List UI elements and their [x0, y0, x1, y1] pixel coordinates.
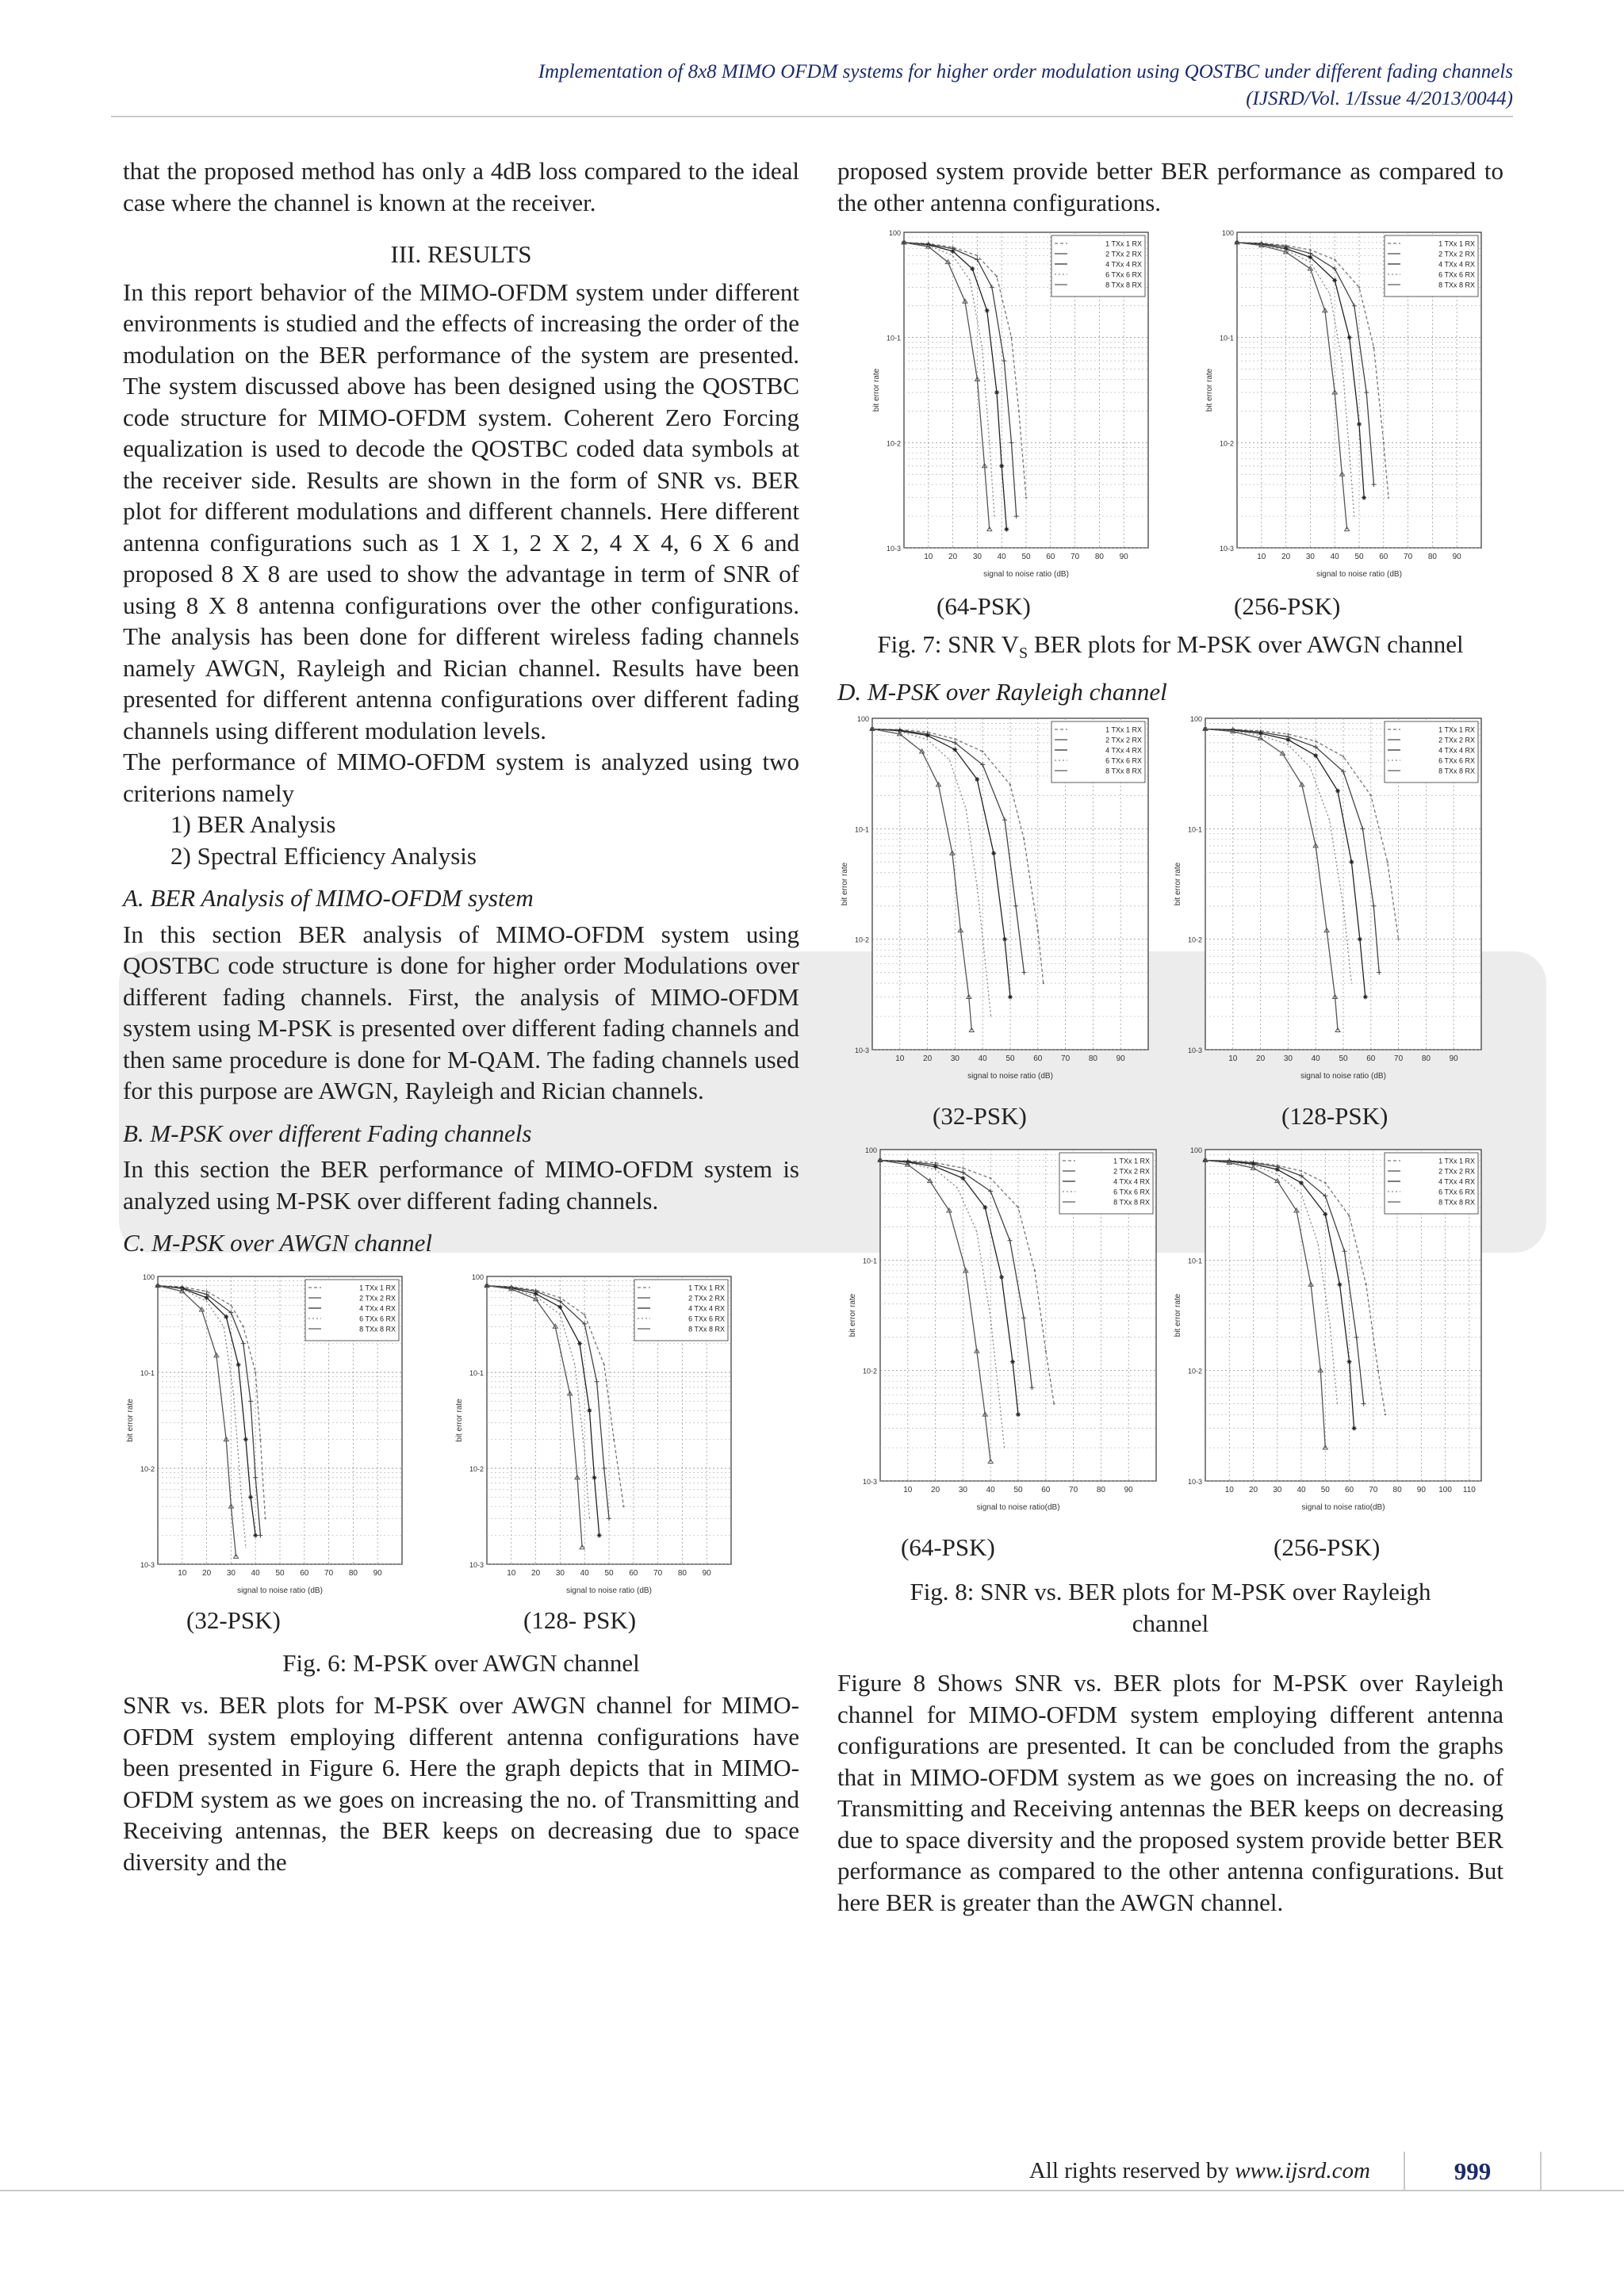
figure-8-top: [837, 712, 1503, 1100]
figure-8-caption: [837, 1576, 1503, 1639]
data-point: [1053, 1403, 1055, 1405]
x-tick-label: 70: [1404, 553, 1413, 561]
x-tick-label: 80: [1427, 553, 1437, 561]
y-tick-label: 10-1: [1187, 825, 1202, 834]
x-tick-label: 40: [251, 1568, 260, 1578]
legend-entry: 6 TXx 6 RX: [1438, 1188, 1475, 1196]
data-point: [1037, 930, 1039, 932]
x-tick-label: 30: [555, 1568, 565, 1578]
data-point: [952, 255, 953, 256]
data-point: [1334, 258, 1335, 260]
legend-entry: 1 TXx 1 RX: [1438, 725, 1475, 734]
y-tick-label: 10-2: [854, 936, 869, 944]
legend-entry: 4 TXx 4 RX: [1438, 260, 1475, 269]
y-axis-label: bit error rate: [872, 368, 881, 412]
data-point: [264, 1517, 266, 1519]
x-tick-label: 60: [1345, 1486, 1354, 1495]
data-point: [990, 1016, 991, 1017]
legend-entry: 8 TXx 8 RX: [1438, 1198, 1475, 1207]
x-tick-label: 40: [1311, 1054, 1320, 1064]
data-point: [1045, 1350, 1047, 1352]
subcaption: (64-PSK): [936, 592, 1031, 620]
section-title-results: III. RESULTS: [390, 240, 532, 268]
caption-text: Fig. 7: SNR V: [877, 630, 1020, 658]
x-tick-label: 10: [924, 553, 933, 561]
subsection-title-d: D. M-PSK over Rayleigh channel: [837, 677, 1167, 706]
data-point: [1009, 784, 1011, 786]
x-axis-label: signal to noise ratio (dB): [1300, 1072, 1386, 1081]
paragraph: that the proposed method has only a 4dB loss compared to the ideal case where the channel is known at the receiver.: [123, 157, 799, 216]
y-tick-label: 10-2: [862, 1367, 877, 1376]
legend-entry: 1 TXx 1 RX: [1438, 239, 1475, 248]
legend-entry: 6 TXx 6 RX: [359, 1314, 396, 1322]
legend-entry: 1 TXx 1 RX: [1438, 1157, 1475, 1165]
x-tick-label: 60: [1041, 1486, 1051, 1495]
legend-entry: 6 TXx 6 RX: [1105, 756, 1142, 765]
left-column: [123, 155, 799, 1877]
x-axis-label: signal to noise ratio (dB): [1316, 570, 1402, 579]
footer-rights: [1029, 2158, 1370, 2184]
chart-fig7-256psk: [1202, 226, 1488, 583]
x-tick-label: 60: [629, 1568, 638, 1578]
data-point: [935, 1169, 936, 1170]
x-tick-label: 20: [1248, 1486, 1258, 1495]
header-title: Implementation of 8x8 MIMO OFDM systems for higher order modulation using QOSTBC under different fading channels: [538, 61, 1513, 82]
x-tick-label: 10: [903, 1486, 913, 1495]
data-point: [589, 1517, 590, 1518]
x-tick-label: 50: [604, 1568, 614, 1578]
y-axis-label: bit error rate: [848, 1293, 857, 1337]
legend-entry: 1 TXx 1 RX: [1105, 239, 1142, 248]
footer-site-link[interactable]: www.ijsrd.com: [1235, 2158, 1370, 2183]
legend-entry: 8 TXx 8 RX: [1105, 281, 1142, 289]
legend-entry: 6 TXx 6 RX: [1113, 1188, 1150, 1196]
data-point: [962, 1167, 963, 1169]
data-point: [976, 254, 978, 256]
data-point: [985, 963, 986, 964]
x-tick-label: 80: [1094, 553, 1104, 561]
chart-svg: [1202, 226, 1488, 583]
y-axis-label: bit error rate: [455, 1398, 464, 1442]
x-tick-label: 90: [702, 1568, 711, 1578]
x-axis-label: signal to noise ratio (dB): [983, 570, 1069, 579]
legend-entry: 8 TXx 8 RX: [688, 1325, 725, 1333]
y-tick-label: 10-3: [469, 1560, 484, 1569]
caption-line: channel: [1132, 1609, 1209, 1637]
caption-text: BER plots for M-PSK over AWGN channel: [1028, 630, 1464, 658]
x-tick-label: 90: [1416, 1486, 1426, 1495]
y-tick-label: 10-2: [469, 1464, 484, 1473]
figure-8-bottom-subcaptions: [837, 1532, 1503, 1567]
legend-entry: 6 TXx 6 RX: [1438, 270, 1475, 279]
data-point: [1373, 346, 1374, 348]
x-tick-label: 30: [958, 1486, 967, 1495]
x-tick-label: 80: [1392, 1486, 1402, 1495]
legend-entry: 2 TXx 2 RX: [1438, 736, 1475, 744]
x-tick-label: 70: [1369, 1486, 1378, 1495]
x-tick-label: 20: [1281, 553, 1291, 561]
x-tick-label: 80: [1088, 1054, 1097, 1064]
data-point: [1300, 1193, 1301, 1194]
data-point: [1386, 861, 1388, 863]
x-tick-label: 10: [1228, 1054, 1238, 1064]
x-tick-label: 60: [1379, 553, 1388, 561]
data-point: [205, 1290, 207, 1292]
footer-divider: [0, 2190, 1624, 2191]
y-tick-label: 10-1: [886, 334, 901, 342]
page-number: 999: [1404, 2152, 1542, 2191]
y-tick-label: 100: [471, 1272, 484, 1281]
running-header: [538, 59, 1513, 113]
subcaption: (128-PSK): [1281, 1102, 1388, 1131]
figure-6: [123, 1264, 799, 1605]
x-tick-label: 20: [531, 1568, 541, 1578]
x-tick-label: 10: [1224, 1486, 1234, 1495]
legend-entry: 8 TXx 8 RX: [1438, 281, 1475, 289]
x-tick-label: 10: [178, 1568, 187, 1578]
legend-entry: 6 TXx 6 RX: [1438, 756, 1475, 765]
subcaption: (256-PSK): [1274, 1533, 1381, 1562]
chart-svg: [837, 712, 1155, 1085]
x-tick-label: 10: [507, 1568, 516, 1578]
legend-entry: 4 TXx 4 RX: [688, 1304, 725, 1312]
y-tick-label: 100: [1189, 1146, 1202, 1155]
y-tick-label: 10-3: [886, 545, 901, 553]
paragraph: SNR vs. BER plots for M-PSK over AWGN channel for MIMO-OFDM system employing different antenna configurations have been presented in Figure 6. Here the graph depicts that in MIMO-OFDM system as we goes on increasing the no. of Transmitting and Receiving antennas, the BER keeps on decreasing due to space diversity and the: [123, 1691, 799, 1876]
x-tick-label: 60: [1366, 1054, 1376, 1064]
subcaption: (256-PSK): [1234, 592, 1341, 620]
x-tick-label: 70: [1071, 553, 1080, 561]
x-tick-label: 30: [972, 553, 982, 561]
paragraph: In this report behavior of the MIMO-OFDM system under different environments is studied and the effects of increasing the order of the modulation on the BER performance of the system are presented. The system discussed above has been designed using the QOSTBC code structure for MIMO-OFDM system. Coherent Zero Forcing equalization is used to decode the QOSTBC coded data symbols at the receiver side. Results are shown in the form of SNR vs. BER plot for different modulations and different channels. Here different antenna configurations such as 1 X 1, 2 X 2, 4 X 4, 6 X 6 and proposed 8 X 8 are used to show the advantage in term of SNR of using 8 X 8 antenna configurations over the other configurations. The analysis has been done for different wireless fading channels namely AWGN, Rayleigh and Rician channel. Results have been presented for different antenna configurations over different fading channels using different modulation levels.: [123, 277, 799, 744]
header-volume: (IJSRD/Vol. 1/Issue 4/2013/0044): [1246, 87, 1513, 109]
data-point: [1023, 839, 1025, 840]
data-point: [1288, 744, 1289, 745]
x-tick-label: 30: [950, 1054, 959, 1064]
x-tick-label: 100: [1438, 1486, 1452, 1495]
x-tick-label: 10: [895, 1054, 905, 1064]
legend-entry: 6 TXx 6 RX: [1105, 270, 1142, 279]
chart-svg: [845, 1143, 1162, 1516]
x-tick-label: 90: [1119, 553, 1128, 561]
data-point: [970, 280, 971, 281]
data-point: [1388, 497, 1389, 499]
x-tick-label: 110: [1462, 1486, 1476, 1495]
x-axis-label: signal to noise ratio(dB): [976, 1503, 1060, 1513]
x-tick-label: 50: [1320, 1486, 1330, 1495]
data-point: [559, 1296, 561, 1298]
x-tick-label: 70: [324, 1568, 334, 1578]
y-tick-label: 10-1: [862, 1257, 877, 1265]
right-column: [837, 155, 1503, 1918]
chart-fig8-64psk: [845, 1143, 1162, 1516]
x-tick-label: 30: [1283, 1054, 1293, 1064]
data-point: [990, 1177, 991, 1179]
x-tick-label: 60: [1033, 1054, 1043, 1064]
x-tick-label: 20: [1256, 1054, 1266, 1064]
x-tick-label: 30: [226, 1568, 236, 1578]
data-point: [622, 1505, 624, 1506]
data-point: [1385, 1414, 1386, 1415]
subsection-title-a: A. BER Analysis of MIMO-OFDM system: [123, 884, 534, 912]
x-tick-label: 70: [1061, 1054, 1071, 1064]
chart-fig8-32psk: [837, 712, 1155, 1085]
data-point: [1370, 794, 1372, 796]
x-tick-label: 90: [1124, 1486, 1133, 1495]
data-point: [245, 1547, 246, 1548]
x-axis-label: signal to noise ratio (dB): [967, 1072, 1053, 1081]
data-point: [1342, 756, 1344, 757]
legend-entry: 2 TXx 2 RX: [1105, 250, 1142, 258]
y-axis-label: bit error rate: [1205, 368, 1214, 412]
x-tick-label: 60: [1046, 553, 1055, 561]
y-tick-label: 10-2: [886, 439, 901, 448]
subsection-title-b: B. M-PSK over different Fading channels: [123, 1119, 532, 1147]
x-tick-label: 90: [1116, 1054, 1125, 1064]
data-point: [255, 1371, 256, 1372]
y-tick-label: 10-3: [140, 1560, 155, 1569]
legend-entry: 1 TXx 1 RX: [1105, 725, 1142, 734]
x-tick-label: 40: [580, 1568, 589, 1578]
data-point: [1351, 983, 1352, 984]
chart-fig8-256psk: [1170, 1143, 1488, 1516]
data-point: [1318, 1244, 1319, 1245]
paragraph: In this section the BER performance of MIMO-OFDM system is analyzed using M-PSK over different fading channels.: [123, 1155, 799, 1215]
y-tick-label: 10-1: [854, 825, 869, 834]
x-tick-label: 80: [677, 1568, 687, 1578]
data-point: [1309, 249, 1311, 251]
subcaption: (128- PSK): [523, 1605, 637, 1634]
data-point: [1330, 1326, 1331, 1327]
data-point: [1018, 410, 1020, 411]
data-point: [259, 1438, 261, 1440]
figure-7-subcaptions: [837, 591, 1503, 626]
y-axis-label: bit error rate: [1174, 862, 1182, 906]
data-point: [584, 1313, 585, 1314]
data-point: [954, 738, 956, 740]
data-point: [1315, 740, 1316, 742]
y-tick-label: 10-2: [1219, 439, 1234, 448]
y-tick-label: 100: [142, 1272, 155, 1281]
x-tick-label: 50: [1021, 553, 1031, 561]
data-point: [977, 886, 978, 887]
data-point: [1010, 336, 1012, 338]
chart-fig6-32psk: [123, 1270, 408, 1599]
x-tick-label: 10: [1257, 553, 1266, 561]
chart-svg: [1170, 712, 1488, 1085]
data-point: [976, 1231, 977, 1232]
x-tick-label: 50: [1013, 1486, 1023, 1495]
data-point: [1034, 1270, 1036, 1272]
x-tick-label: 90: [1449, 1054, 1458, 1064]
x-tick-label: 80: [1096, 1486, 1105, 1495]
y-axis-label: bit error rate: [126, 1398, 135, 1442]
data-point: [1300, 1170, 1302, 1172]
y-tick-label: 10-3: [862, 1478, 877, 1487]
x-tick-label: 20: [931, 1486, 940, 1495]
legend-entry: 8 TXx 8 RX: [1105, 767, 1142, 775]
y-tick-label: 10-3: [854, 1047, 869, 1055]
x-axis-label: signal to noise ratio (dB): [566, 1586, 652, 1595]
legend-entry: 4 TXx 4 RX: [1438, 1177, 1475, 1186]
y-tick-label: 10-3: [1219, 545, 1234, 553]
figure-7: [837, 218, 1503, 591]
x-axis-label: signal to noise ratio (dB): [237, 1586, 323, 1595]
legend-entry: 2 TXx 2 RX: [1438, 250, 1475, 258]
data-point: [230, 1304, 232, 1306]
y-axis-label: bit error rate: [1174, 1293, 1182, 1337]
x-axis-label: signal to noise ratio(dB): [1301, 1503, 1385, 1513]
data-point: [996, 276, 998, 277]
paragraph: In this section BER analysis of MIMO-OFDM system using QOSTBC code structure is done for higher order Modulations over different fading channels. First, the analysis of MIMO-OFDM system using M-PSK is presented over different fading channels and then same procedure is done for M-QAM. The fading channels used for this purpose are AWGN, Rayleigh and Rician channels.: [123, 920, 799, 1104]
x-tick-label: 40: [978, 1054, 987, 1064]
legend-entry: 2 TXx 2 RX: [1113, 1167, 1150, 1176]
legend-entry: 2 TXx 2 RX: [359, 1294, 396, 1302]
x-tick-label: 20: [948, 553, 958, 561]
legend-entry: 1 TXx 1 RX: [688, 1284, 725, 1292]
x-tick-label: 50: [1005, 1054, 1015, 1064]
data-point: [1348, 1215, 1350, 1217]
y-tick-label: 10-2: [140, 1464, 155, 1473]
data-point: [1017, 1207, 1019, 1208]
data-point: [603, 1364, 605, 1365]
y-tick-label: 100: [888, 229, 901, 237]
chart-svg: [452, 1270, 737, 1599]
data-point: [1365, 1284, 1367, 1285]
figure-6-caption: Fig. 6: M-PSK over AWGN channel: [282, 1648, 640, 1677]
data-point: [243, 1326, 244, 1327]
data-point: [1337, 1403, 1338, 1404]
subcaption: (32-PSK): [933, 1102, 1027, 1131]
figure-8-top-subcaptions: [837, 1100, 1503, 1135]
y-tick-label: 10-2: [1187, 936, 1202, 944]
figure-7-caption: [837, 629, 1503, 670]
legend-entry: 4 TXx 4 RX: [1105, 260, 1142, 269]
data-point: [240, 1489, 241, 1490]
figure-8-bottom: [837, 1143, 1503, 1532]
y-tick-label: 10-2: [1187, 1367, 1202, 1376]
subcaption: (32-PSK): [186, 1605, 281, 1634]
x-tick-label: 70: [1394, 1054, 1404, 1064]
list-item: 2) Spectral Efficiency Analysis: [170, 841, 477, 870]
legend-entry: 8 TXx 8 RX: [359, 1325, 396, 1333]
x-tick-label: 60: [300, 1568, 309, 1578]
x-tick-label: 30: [1305, 553, 1315, 561]
data-point: [1358, 286, 1360, 288]
x-tick-label: 90: [373, 1568, 382, 1578]
data-point: [982, 751, 983, 752]
caption-line: Fig. 8: SNR vs. BER plots for M-PSK over Rayleigh: [910, 1578, 1431, 1606]
x-tick-label: 40: [1297, 1486, 1306, 1495]
y-tick-label: 100: [1189, 715, 1202, 724]
data-point: [1329, 293, 1330, 294]
data-point: [1329, 820, 1330, 821]
x-tick-label: 90: [1452, 553, 1461, 561]
chart-fig8-128psk: [1170, 712, 1488, 1085]
y-tick-label: 100: [856, 715, 869, 724]
x-tick-label: 20: [923, 1054, 933, 1064]
criteria-list: [123, 809, 799, 871]
x-tick-label: 20: [202, 1568, 212, 1578]
y-axis-label: bit error rate: [841, 862, 849, 906]
subsection-title-c: C. M-PSK over AWGN channel: [123, 1229, 433, 1257]
x-tick-label: 50: [1354, 553, 1364, 561]
legend-entry: 4 TXx 4 RX: [359, 1304, 396, 1312]
x-tick-label: 80: [348, 1568, 358, 1578]
footer-rights-text: All rights reserved by: [1028, 2158, 1235, 2183]
paragraph: The performance of MIMO-OFDM system is analyzed using two criterions namely: [123, 748, 799, 807]
data-point: [1342, 905, 1343, 906]
data-point: [584, 1451, 585, 1452]
x-tick-label: 40: [997, 553, 1006, 561]
legend-entry: 1 TXx 1 RX: [1113, 1157, 1150, 1165]
data-point: [989, 442, 990, 443]
x-tick-label: 70: [653, 1568, 663, 1578]
y-tick-label: 10-3: [1187, 1478, 1202, 1487]
legend-entry: 8 TXx 8 RX: [1113, 1198, 1150, 1207]
x-tick-label: 40: [1330, 553, 1339, 561]
data-point: [233, 1393, 234, 1394]
y-tick-label: 10-1: [1219, 334, 1234, 342]
data-point: [613, 1438, 615, 1440]
figure-6-subcaptions: [123, 1605, 799, 1640]
data-point: [1377, 1370, 1379, 1372]
legend-entry: 2 TXx 2 RX: [1105, 736, 1142, 744]
paragraph: Figure 8 Shows SNR vs. BER plots for M-PSK over Rayleigh channel for MIMO-OFDM system employing different antenna configurations are presented. It can be concluded from the graphs that in MIMO-OFDM system as we goes on increasing the no. of Transmitting and Receiving antennas the BER keeps on decreasing due to space diversity and the proposed system provide better BER performance as compared to the other antenna configurations. But here BER is greater than the AWGN channel.: [837, 1669, 1503, 1916]
chart-fig6-128psk: [452, 1270, 737, 1599]
y-tick-label: 100: [864, 1146, 877, 1155]
data-point: [1397, 939, 1399, 940]
chart-svg: [1170, 1143, 1488, 1516]
x-tick-label: 40: [986, 1486, 995, 1495]
x-tick-label: 50: [275, 1568, 285, 1578]
x-tick-label: 50: [1339, 1054, 1348, 1064]
list-item: 1) BER Analysis: [170, 810, 336, 838]
y-tick-label: 100: [1221, 229, 1234, 237]
caption-subscript: S: [1019, 645, 1028, 663]
legend-entry: 4 TXx 4 RX: [1438, 746, 1475, 755]
legend-entry: 1 TXx 1 RX: [359, 1284, 396, 1292]
y-tick-label: 10-1: [469, 1368, 484, 1377]
paragraph: proposed system provide better BER performance as compared to the other antenna configurations.: [837, 157, 1503, 216]
y-tick-label: 10-1: [1187, 1257, 1202, 1265]
legend-entry: 4 TXx 4 RX: [1113, 1177, 1150, 1186]
chart-fig7-64psk: [869, 226, 1155, 583]
chart-svg: [123, 1270, 408, 1599]
data-point: [206, 1300, 207, 1301]
legend-entry: 8 TXx 8 RX: [1438, 767, 1475, 775]
legend-entry: 6 TXx 6 RX: [688, 1314, 725, 1322]
y-tick-label: 10-3: [1187, 1047, 1202, 1055]
y-tick-label: 10-1: [140, 1368, 155, 1377]
legend-entry: 2 TXx 2 RX: [1438, 1167, 1475, 1176]
x-tick-label: 30: [1273, 1486, 1282, 1495]
x-tick-label: 70: [1069, 1486, 1078, 1495]
legend-entry: 2 TXx 2 RX: [688, 1294, 725, 1302]
data-point: [1043, 982, 1044, 984]
data-point: [1383, 442, 1385, 443]
chart-svg: [869, 226, 1155, 583]
data-point: [1025, 497, 1027, 499]
subcaption: (64-PSK): [901, 1533, 995, 1562]
legend-entry: 4 TXx 4 RX: [1105, 746, 1142, 755]
data-point: [1324, 1182, 1326, 1184]
x-tick-label: 80: [1421, 1054, 1431, 1064]
header-divider: [111, 116, 1513, 117]
